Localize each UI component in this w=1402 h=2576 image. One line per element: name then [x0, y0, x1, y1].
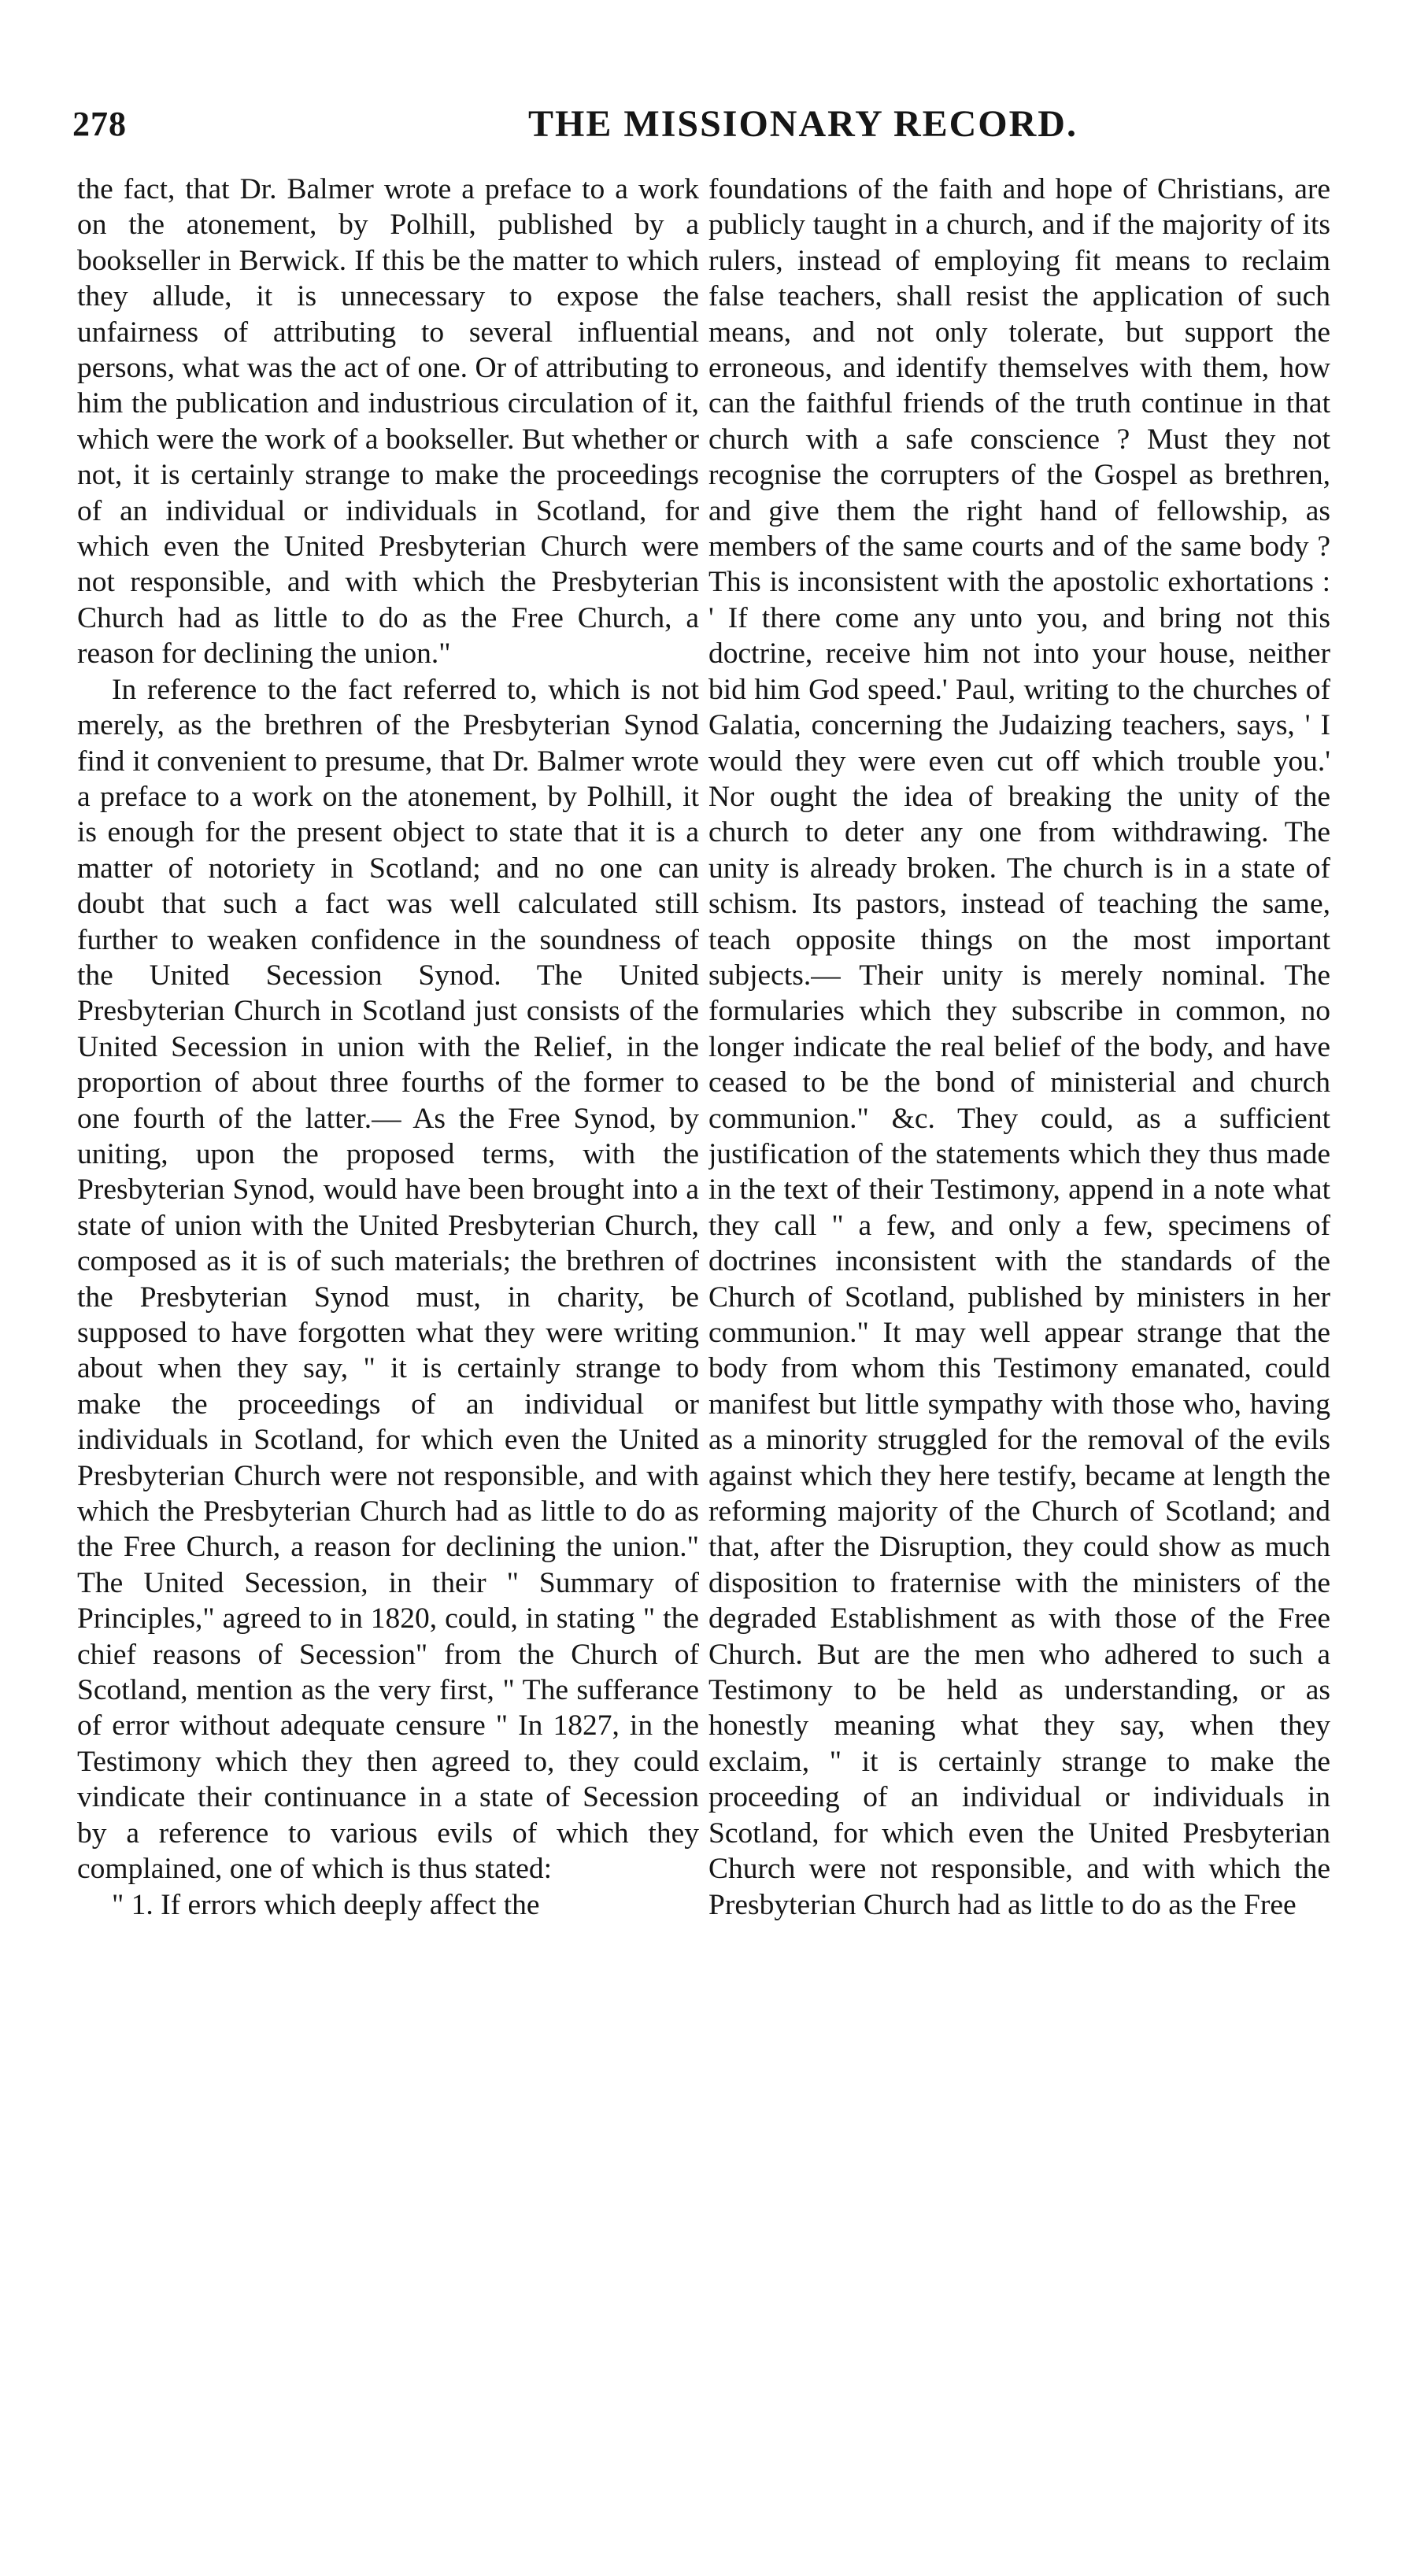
running-title: THE MISSIONARY RECORD.	[528, 103, 1078, 145]
left-paragraph-3: " 1. If errors which deeply affect the	[112, 1888, 540, 1921]
left-paragraph-2: In reference to the fact referred to, which is not merely, as the brethren of the Presbyterian Synod find it convenient to presume, that Dr. Balmer wrote a preface to a work on the atonement, by Polhill, it is enough for the present object to state that it is a matter of notoriety in Scotland; and no one can doubt that such a fact was well calculated still further to weaken confidence in the soundness of the United Secession Synod. The United Presbyterian Church in Scotland just consists of the United Secession in union with the Relief, in the proportion of about three fourths of the former to one fourth of the latter.— As the Free Synod, by uniting, upon the proposed terms, with the Presbyterian Synod, would have been brought into a state of union with the United Presbyterian Church, composed as it is of such materials; the brethren of the Presbyterian Synod must, in charity, be supposed to have forgotten what they were writing about when they say, " it is certainly strange to make the proceedings of an individual or individuals in Scotland, for which even the United Presbyterian Church were not responsible, and with which the Presbyterian Church had as little to do as the Free Church, a reason for declining the union." The United Secession, in their " Summary of Principles," agreed to in 1820, could, in stating " the chief reasons of Secession" from the Church of Scotland, mention as the very first, " The sufferance of error without adequate censure " In 1827, in the Testimony which they then agreed to, they could vindicate their continuance in a state of Secession by a reference to various evils of which they complained, one of which is thus stated:	[77, 673, 699, 1886]
left-column	[77, 172, 699, 2525]
right-column	[708, 172, 1330, 2525]
left-paragraph-1: the fact, that Dr. Balmer wrote a preface to a work on the atonement, by Polhill, published by a bookseller in Berwick. If this be the matter to which they allude, it is unnecessary to expose the unfairness of attributing to several influential persons, what was the act of one. Or of attributing to him the publication and industrious circulation of it, which were the work of a bookseller. But whether or not, it is certainly strange to make the proceedings of an individual or individuals in Scotland, for which even the United Presbyterian Church were not responsible, and with which the Presbyterian Church had as little to do as the Free Church, a reason for declining the union."	[77, 173, 699, 671]
right-paragraph-1: foundations of the faith and hope of Christians, are publicly taught in a church, and if the majority of its rulers, instead of employing fit means to reclaim false teachers, shall resist the application of such means, and not only tolerate, but support the erroneous, and identify themselves with them, how can the faithful friends of the truth continue in that church with a safe conscience ? Must they not recognise the corrupters of the Gospel as brethren, and give them the right hand of fellowship, as members of the same courts and of the same body ? This is inconsistent with the apostolic exhortations : ' If there come any unto you, and bring not this doctrine, receive him not into your house, neither bid him God speed.' Paul, writing to the churches of Galatia, concerning the Judaizing teachers, says, ' I would they were even cut off which trouble you.' Nor ought the idea of breaking the unity of the church to deter any one from withdrawing. The unity is already broken. The church is in a state of schism. Its pastors, instead of teaching the same, teach opposite things on the most important subjects.— Their unity is merely nominal. The formularies which they subscribe in common, no longer indicate the real belief of the body, and have ceased to be the bond of ministerial and church communion." &c. They could, as a sufficient justification of the statements which they thus made in the text of their Testimony, append in a note what they call " a few, and only a few, specimens of doctrines inconsistent with the standards of the Church of Scotland, published by ministers in her communion." It may well appear strange that the body from whom this Testimony emanated, could manifest but little sympathy with those who, having as a minority struggled for the removal of the evils against which they here testify, became at length the reforming majority of the Church of Scotland; and that, after the Disruption, they could show as much disposition to fraternise with the ministers of the degraded Establishment as with those of the Free Church. But are the men who adhered to such a Testimony to be held as understanding, or as honestly meaning what they say, when they exclaim, " it is certainly strange to make the proceeding of an individual or individuals in Scotland, for which even the United Presbyterian Church were not responsible, and with which the Presbyterian Church had as little to do as the Free	[708, 173, 1330, 1921]
page-number: 278	[72, 105, 127, 143]
